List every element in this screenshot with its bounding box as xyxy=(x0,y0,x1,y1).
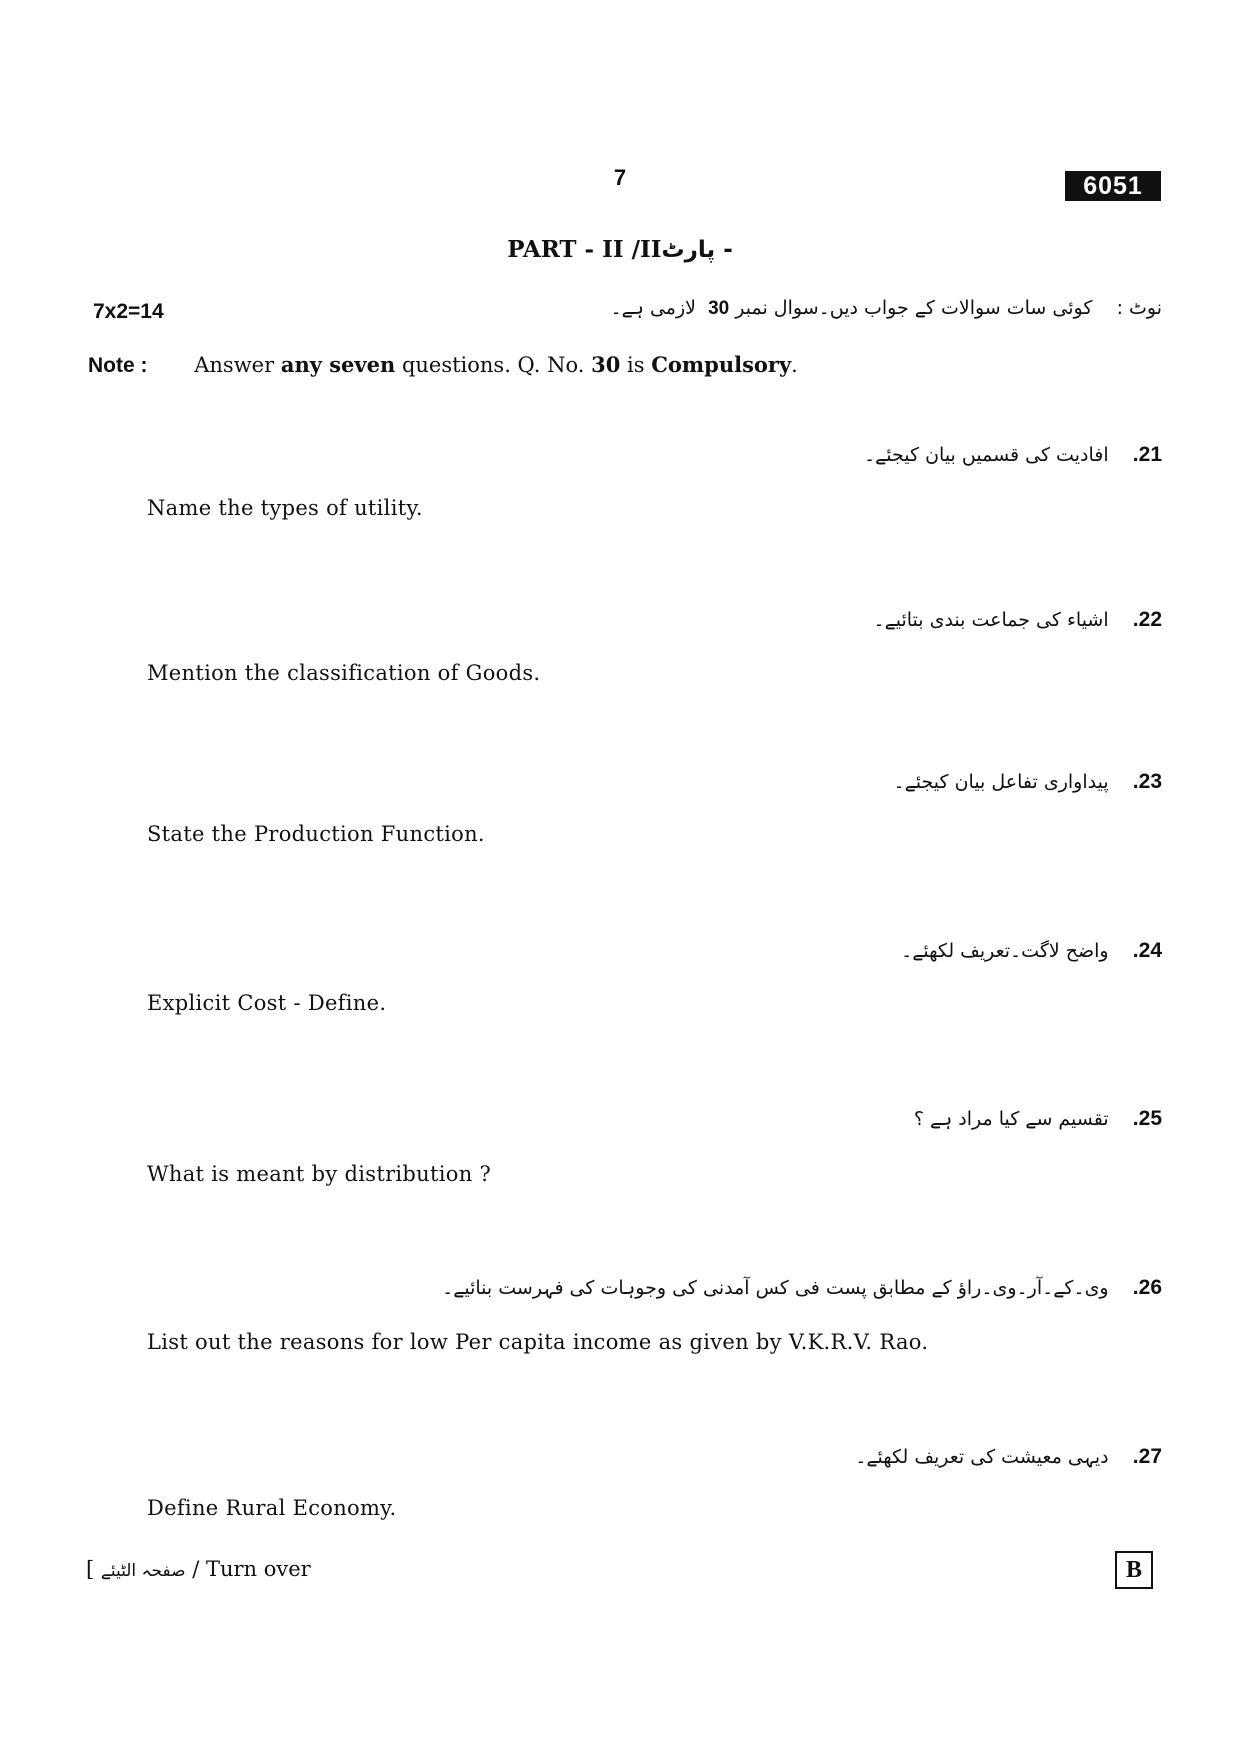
turn-over-urdu: صفحہ الٹیئے xyxy=(100,1561,186,1581)
page-number: 7 xyxy=(613,165,627,190)
turn-over-english: / Turn over xyxy=(192,1557,311,1581)
part-title-urdu: پارٹ - xyxy=(661,237,733,263)
question-urdu xyxy=(914,1107,1162,1131)
question-english: What is meant by distribution ? xyxy=(147,1162,492,1186)
question-number: 26. xyxy=(1132,1276,1162,1299)
question-urdu xyxy=(864,443,1162,467)
note-emph-1: any seven xyxy=(280,352,396,377)
note-emph-3: Compulsory xyxy=(651,352,792,377)
paper-code-badge: 6051 xyxy=(1065,171,1161,201)
question-english: Explicit Cost - Define. xyxy=(147,991,387,1015)
question-urdu-text: اشیاء کی جماعت بندی بتائیے۔ xyxy=(873,609,1109,631)
english-note xyxy=(88,352,798,378)
turn-over-bracket: [ xyxy=(86,1557,95,1581)
question-english: Mention the classification of Goods. xyxy=(147,661,541,685)
question-urdu-text: واضح لاگت۔تعریف لکھئے۔ xyxy=(901,940,1109,962)
note-label: Note : xyxy=(88,354,148,377)
part-title xyxy=(0,236,1240,263)
question-urdu xyxy=(894,770,1163,794)
question-urdu xyxy=(855,1445,1162,1469)
question-english: Name the types of utility. xyxy=(147,496,423,520)
note-text-4: . xyxy=(791,353,798,377)
question-english: Define Rural Economy. xyxy=(147,1496,397,1520)
marks-allocation: 7x2=14 xyxy=(93,300,164,323)
question-urdu-text: پیداواری تفاعل بیان کیجئے۔ xyxy=(893,771,1109,793)
question-urdu xyxy=(442,1276,1162,1300)
question-urdu-text: افادیت کی قسمیں بیان کیجئے۔ xyxy=(864,444,1109,466)
urdu-note-label: نوٹ : xyxy=(1116,297,1162,319)
question-number: 27. xyxy=(1132,1445,1162,1468)
question-number: 24. xyxy=(1132,939,1162,962)
urdu-note-text-2: لازمی ہے۔ xyxy=(610,297,696,319)
question-number: 22. xyxy=(1132,608,1162,631)
question-number: 21. xyxy=(1132,443,1162,466)
question-urdu-text: وی۔کے۔آر۔وی۔راؤ کے مطابق پست فی کس آمدنی کی وجوہات کی فہرست بنائیے۔ xyxy=(442,1277,1109,1299)
note-text-3: is xyxy=(627,353,645,377)
booklet-series-box: B xyxy=(1115,1551,1153,1589)
question-number: 23. xyxy=(1132,770,1162,793)
question-english: List out the reasons for low Per capita income as given by V.K.R.V. Rao. xyxy=(147,1330,929,1354)
note-emph-2: 30 xyxy=(591,352,621,377)
question-number: 25. xyxy=(1132,1107,1162,1130)
note-text-1: Answer xyxy=(194,353,275,377)
question-english: State the Production Function. xyxy=(147,822,485,846)
urdu-note-text-1: کوئی سات سوالات کے جواب دیں۔سوال نمبر xyxy=(735,297,1093,319)
urdu-note xyxy=(611,297,1162,320)
question-urdu-text: دیہی معیشت کی تعریف لکھئے۔ xyxy=(855,1446,1109,1468)
turn-over-note xyxy=(86,1557,311,1581)
note-text-2: questions. Q. No. xyxy=(401,353,585,377)
question-urdu-text: تقسیم سے کیا مراد ہے ؟ xyxy=(913,1108,1109,1130)
urdu-note-number: 30 xyxy=(708,298,730,319)
question-urdu xyxy=(901,939,1162,963)
part-title-english: PART - II /II xyxy=(507,236,662,263)
question-urdu xyxy=(873,608,1162,632)
